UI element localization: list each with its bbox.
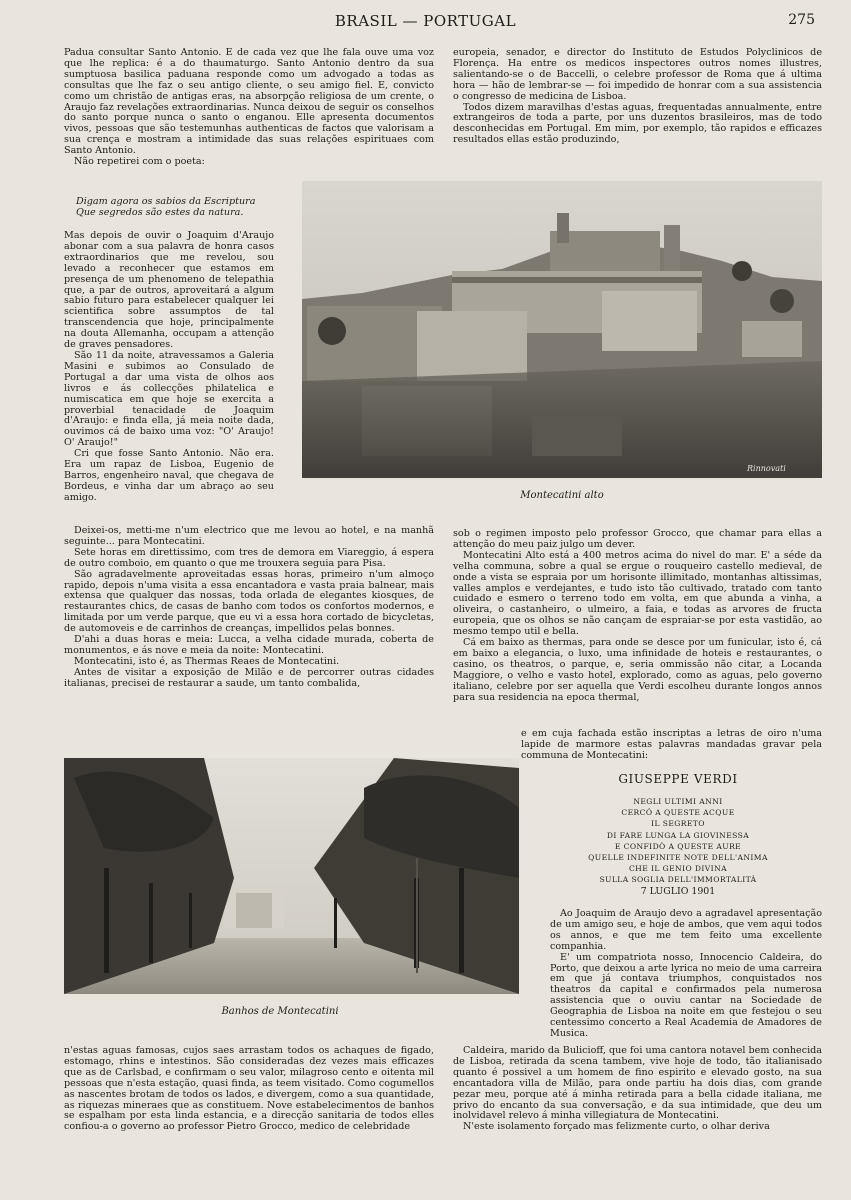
paragraph: São agradavelmente aproveitadas essas horas, primeiro n'um almoço rapido, depois n'uma visita a essa encantadora e vasta praia balnear, mais extensa que qualquer das nossas, toda orlada de elegantes kiosques, de restaurantes chics, de casas de banho com todos os confortos modernos, e limitada por um verde parque, que eu vi a essa hora cortado de bicycletas, de automoveis e de carrinhos de creanças, impellidos pelas bonnes. [64,568,434,635]
paragraph: N'este isolamento forçado mas felizmente curto, o olhar deriva [463,1121,770,1133]
inscription-date: 7 LUGLIO 1901 [640,885,716,897]
left-column-top [64,48,434,168]
quote-line: Que segredos são estes da natura. [76,207,244,218]
paragraph: n'estas aguas famosas, cujos saes arrastam todos os achaques de figado, estomago, rhins e intestinos. São consideradas dez vezes mais efficazes que as de Carlsbad, e confirmam o seu valor, milagroso cento e oitenta mil pessoas que n'esta estação, quasi finda, as teem visitado. Como cogumellos as nascentes brotam de todos os lados, e divergem, como a sua quantidade, as riquezas mineraes que as constituem. Nove estabelecimentos de banhos se espalham por esta linda estancia, e a direcção sanitaria de todos elles confiou-a o governo ao professor Pietro Grocco, medico de celebridade [64,1045,434,1133]
running-header [0,10,851,32]
paragraph: E' um compatriota nosso, Innocencio Caldeira, do Porto, que deixou a arte lyrica no meio de uma carreira em que já contava triumphos, conquistados nos theatros da capital e confirmados pela numerosa assistencia que o ouviu cantar na Sociedade de Geographia de Lisboa na noite em que festejou o seu centessimo concerto a Real Academia de Amadores de Musica. [550,951,822,1039]
paragraph: e em cuja fachada estão inscriptas a letras de oiro n'uma lapide de marmore estas palavras mandadas gravar pela communa de Montecatini: [521,728,822,761]
header-title: BRASIL — PORTUGAL [334,12,517,30]
paragraph: Antes de visitar a exposição de Milão e de percorrer outras cidades italianas, precisei de restaurar a saude, um tanto combalida, [64,666,434,689]
photo-banhos-montecatini [64,758,519,994]
paragraph: Todos dizem maravilhas d'estas aguas, frequentadas annualmente, entre extrangeiros de toda a parte, por uns duzentos brasileiros, mas de todo desconhecidas em Portugal. Em mim, por exemplo, tão rapidos e efficazes resultados ellas estão produzindo, [453,101,822,146]
paragraph: Cri que fosse Santo Antonio. Não era. Era um rapaz de Lisboa, Eugenio de Barros, engenheiro naval, que chegava de Bordeus, e vinha dar um abraço ao seu amigo. [64,448,274,503]
paragraph: Deixei-os, metti-me n'um electrico que me levou ao hotel, e na manhã seguinte... para Montecatini. [64,525,434,547]
left-column-bottom [64,1046,434,1133]
paragraph: Montecatini Alto está a 400 metros acima do nivel do mar. E' a séde da velha communa, sobre a qual se ergue o rouqueiro castello medieval, de onde a vista se espraia por um horisonte illimitado, montanhas altissimas, valles amplos e verdejantes, e tudo isto tão cultivado, tratado com tanto cuidado e esmero o terreno todo em volta, em que abunda a vinha, a oliveira, o castanheiro, o ulmeiro, a faia, e todas as arvores de fructa europeia, que os olhos se não cançam de espraiar-se por esta vastidão, ao mesmo tempo util e bella. [453,549,822,638]
right-column-top [453,48,822,146]
right-column-bottom [453,1046,822,1133]
caption-montecatini-alto: Montecatini alto [520,490,604,501]
paragraph: Cá em baixo as thermas, para onde se desce por um funicular, isto é, cá em baixo a elegancia, o luxo, uma infinidade de hoteis e restaurantes, o casino, os theatros, o parque, e, seria ommissão não citar, a Locanda Maggiore, o velho e vasto hotel, explorado, como as aguas, pelo governo italiano, celebre por ser aquella que Verdi escolheu durante longos annos para sua residencia na epoca thermal, [453,637,822,703]
inscription-line: E CONFIDÒ A QUESTE AURE [614,841,742,851]
caption-banhos-montecatini: Banhos de Montecatini [221,1006,339,1017]
inscription-line: IL SEGRETO [651,819,705,829]
inscription-line: QUELLE INDEFINITE NOTE DELL'ANIMA [588,853,768,863]
paragraph: D'ahi a duas horas e meia: Lucca, a velha cidade murada, coberta de monumentos, e ás nove e meia da noite: Montecatini. [64,634,434,656]
paragraph: Não repetirei com o poeta: [74,156,205,168]
inscription-name: GIUSEPPE VERDI [618,772,738,786]
paragraph: Sete horas em direttissimo, com tres de demora em Viareggio, á espera de outro comboio, em quanto o que me trouxera seguia para Pisa. [64,546,434,569]
inscription-line: NEGLI ULTIMI ANNI [633,797,723,806]
paragraph: Caldeira, marido da Bulicioff, que foi uma cantora notavel bem conhecida de Lisboa, retirada da scena tambem, vive hoje de todo, tão italianisado quanto é possivel a um homem de fino espirito e elevado gosto, na sua encantadora villa de Milão, para onde partiu ha dois dias, com grande pezar meu, porque até á minha retirada para a bella cidade italiana, me privo do encanto da sua conversação, e da sua intimidade, que deu um inolvidavel relevo á minha villegiatura de Montecatini. [453,1045,822,1122]
right-column-middle [453,529,822,704]
avenue-illustration [64,758,519,994]
page-number: 275 [788,12,815,28]
quote-line: Digam agora os sabios da Escriptura [76,196,256,207]
paragraph: europeia, senador, e director do Instituto de Estudos Polyclinicos de Florença. Ha entre os medicos inspectores outros nomes illustres, salientando-se o de Baccelli, o celebre professor de Roma que á ultima hora — hão de lembrar-se — foi impedido de honrar com a sua assistencia o congresso de medicina de Lisboa. [453,47,822,102]
paragraph: Mas depois de ouvir o Joaquim d'Araujo abonar com a sua palavra de honra casos extraordinarios que me revelou, sou levado a reconhecer que estamos em presença de um phenomeno de telepathia que, a par de outros, aproveitará a algum sabio futuro para estabelecer qualquer lei scientifica sobre assumptos de tal transcendencia que hoje, principalmente na douta Allemanha, occupam a attenção de graves pensadores. [64,230,274,351]
verdi-inscription [553,772,803,898]
right-column-indented [521,729,822,762]
left-column-lower [64,526,434,690]
inscription-line: DI FARE LUNGA LA GIOVINESSA [606,830,750,840]
hilltown-illustration [302,181,822,478]
paragraph: Montecatini, isto é, as Thermas Reaes de Montecatini. [74,655,340,667]
photo-montecatini-alto [302,181,822,478]
paragraph: Ao Joaquim de Araujo devo a agradavel apresentação de um amigo seu, e hoje de ambos, que vem aqui todos os annos, e que me tem feito uma excellente companhia. [550,908,822,952]
left-column-narrow [64,231,274,504]
poem-quote [76,196,296,218]
paragraph: sob o regimen imposto pelo professor Grocco, que chamar para ellas a attenção do meu paiz julgo um dever. [453,528,822,550]
inscription-line: CHE IL GENIO DIVINA [628,864,728,874]
photo-signature: Rinnovati [747,464,786,473]
right-column-lower [550,909,822,1040]
inscription-line: CERCÓ A QUESTE ACQUE [621,808,735,818]
paragraph: São 11 da noite, atravessamos a Galeria Masini e subimos ao Consulado de Portugal a dar uma vista de olhos aos livros e ás collecções philatelica e numiscatica em que hoje se exercita a proverbial tenacidade de Joaquim d'Araujo: e finda ella, já meia noite dada, ouvimos cá de baixo uma voz: "O' Araujo! O' Araujo!" [64,349,274,449]
inscription-line: SULLA SOGLIA DELL'IMMORTALITÀ [599,875,757,885]
paragraph: Padua consultar Santo Antonio. E de cada vez que lhe fala ouve uma voz que lhe replica: é a do thaumaturgo. Santo Antonio dentro da sua sumptuosa basilica paduana responde como um advogado a todas as consultas que lhe faz o seu antigo cliente, o seu amigo fiel. E, convicto como um christão de antigas eras, na absorpção religiosa de um crente, o Araujo faz revelações extraordinarias. Nunca deixou de seguir os conselhos do santo porque nunca o santo o enganou. Elle apresenta documentos vivos, pessoas que são testemunhas authenticas de factos que valorisam a sua crença e mostram a intimidade das suas relações espirituaes com Santo Antonio. [64,47,434,157]
